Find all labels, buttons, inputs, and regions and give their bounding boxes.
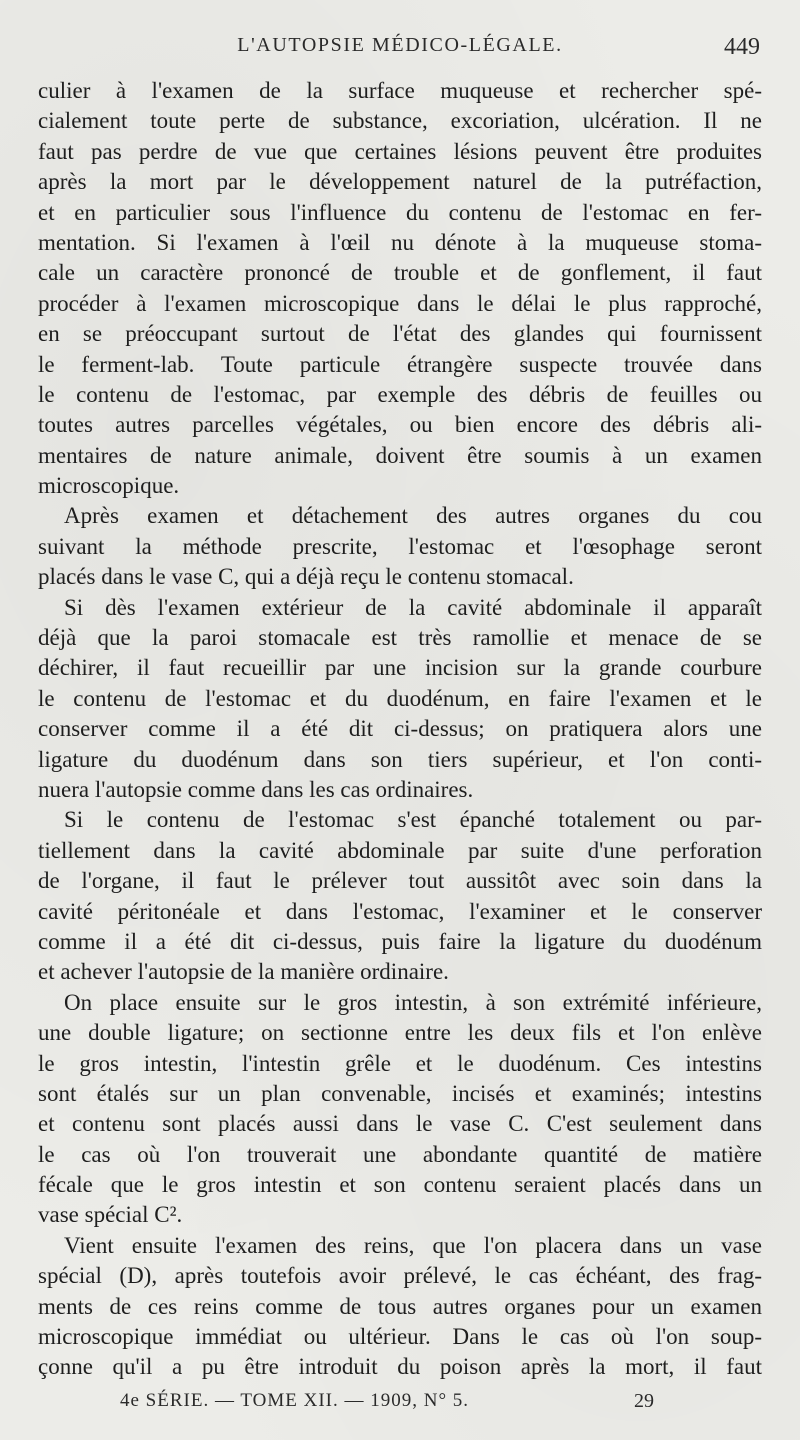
text-line: et en particulier sous l'influence du contenu de l'estomac en fer- xyxy=(38,199,762,225)
text-line: ments de ces reins comme de tous autres organes pour un examen xyxy=(38,1293,762,1319)
sheet-number: 29 xyxy=(634,1390,654,1412)
text-line: le cas où l'on trouverait une abondante quantité de matière xyxy=(38,1141,762,1167)
text-line: vase spécial C². xyxy=(38,1202,183,1228)
text-line: suivant la méthode prescrite, l'estomac et l'œsophage seront xyxy=(38,533,762,559)
text-line: déchirer, il faut recueillir par une incision sur la grande courbure xyxy=(38,655,762,681)
text-line: Si dès l'examen extérieur de la cavité abdominale il apparaît xyxy=(64,594,762,620)
text-line: Vient ensuite l'examen des reins, que l'on placera dans un vase xyxy=(64,1232,762,1258)
text-line: le gros intestin, l'intestin grêle et le duodénum. Ces intestins xyxy=(38,1050,762,1076)
text-line: le contenu de l'estomac et du duodénum, en faire l'examen et le xyxy=(38,685,762,711)
text-line: procéder à l'examen microscopique dans le délai le plus rapproché, xyxy=(38,290,762,316)
text-line: cale un caractère prononcé de trouble et de gonflement, il faut xyxy=(38,260,762,286)
text-line: conserver comme il a été dit ci-dessus; on pratiquera alors une xyxy=(38,716,762,742)
text-line: le ferment-lab. Toute particule étrangère suspecte trouvée dans xyxy=(38,351,762,377)
text-line: après la mort par le développement naturel de la putréfaction, xyxy=(38,169,762,195)
text-line: une double ligature; on sectionne entre les deux fils et l'on enlève xyxy=(38,1020,762,1046)
text-line: le contenu de l'estomac, par exemple des débris de feuilles ou xyxy=(38,381,762,407)
text-line: comme il a été dit ci-dessus, puis faire la ligature du duodénum xyxy=(38,928,762,954)
text-line: çonne qu'il a pu être introduit du poison après la mort, il faut xyxy=(38,1354,762,1380)
text-line: mentation. Si l'examen à l'œil nu dénote à la muqueuse stoma- xyxy=(38,229,762,255)
page-number: 449 xyxy=(724,34,760,60)
text-line: culier à l'examen de la surface muqueuse et rechercher spé- xyxy=(38,78,762,103)
text-line: mentaires de nature animale, doivent être soumis à un examen xyxy=(38,442,762,468)
footer xyxy=(40,1390,760,1420)
text-line: spécial (D), après toutefois avoir prélevé, le cas échéant, des frag- xyxy=(38,1263,762,1289)
text-line: microscopique immédiat ou ultérieur. Dans le cas où l'on soup- xyxy=(38,1324,762,1350)
text-line: microscopique. xyxy=(38,473,180,499)
text-line: placés dans le vase C, qui a déjà reçu le contenu stomacal. xyxy=(38,564,574,590)
text-line: faut pas perdre de vue que certaines lésions peuvent être produites xyxy=(38,138,762,164)
text-line: et achever l'autopsie de la manière ordinaire. xyxy=(38,959,449,985)
footer-signature: 4e SÉRIE. — TOME XII. — 1909, N° 5. xyxy=(120,1390,470,1411)
text-line: tiellement dans la cavité abdominale par suite d'une perforation xyxy=(38,837,762,863)
text-line: sont étalés sur un plan convenable, incisés et examinés; intestins xyxy=(38,1080,762,1106)
text-line: Après examen et détachement des autres organes du cou xyxy=(64,503,762,529)
text-line: de l'organe, il faut le prélever tout aussitôt avec soin dans la xyxy=(38,868,762,894)
text-line: fécale que le gros intestin et son contenu seraient placés dans un xyxy=(38,1172,762,1198)
running-head xyxy=(40,34,760,64)
text-line: Si le contenu de l'estomac s'est épanché totalement ou par- xyxy=(64,807,762,833)
text-line: cialement toute perte de substance, excoriation, ulcération. Il ne xyxy=(38,108,762,134)
text-line: et contenu sont placés aussi dans le vase C. C'est seulement dans xyxy=(38,1111,762,1137)
body-text xyxy=(38,76,762,1383)
text-line: toutes autres parcelles végétales, ou bien encore des débris ali- xyxy=(38,412,762,438)
text-line: On place ensuite sur le gros intestin, à son extrémité inférieure, xyxy=(64,989,762,1015)
text-line: en se préoccupant surtout de l'état des glandes qui fournissent xyxy=(38,321,762,347)
text-line: cavité péritonéale et dans l'estomac, l'examiner et le conserver xyxy=(38,898,762,924)
running-title: L'AUTOPSIE MÉDICO-LÉGALE. xyxy=(237,34,563,56)
text-line: ligature du duodénum dans son tiers supérieur, et l'on conti- xyxy=(38,746,762,772)
text-line: nuera l'autopsie comme dans les cas ordinaires. xyxy=(38,776,474,802)
text-line: déjà que la paroi stomacale est très ramollie et menace de se xyxy=(38,625,762,651)
